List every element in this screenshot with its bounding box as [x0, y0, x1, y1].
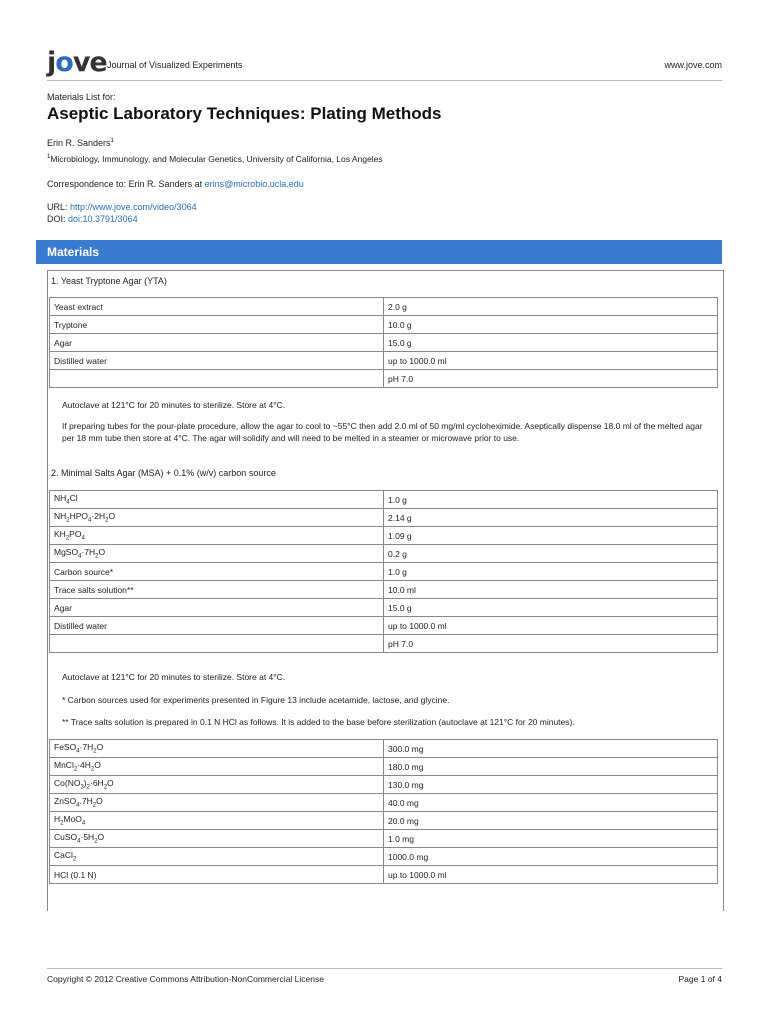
- jove-logo[interactable]: jove: [47, 47, 107, 78]
- table-row: $KH_2PO_4$ 1.09 g: [50, 527, 718, 545]
- formula-cuso4: $CuSO_4\cdot 5H_2O$: [50, 830, 384, 848]
- doi-line: DOI: doi:10.3791/3064: [47, 214, 138, 224]
- table-row: $NH_4Cl$ 1.0 g: [50, 491, 718, 509]
- yta-note-pour-plate: If preparing tubes for the pour-plate procedure, allow the agar to cool to ~55°C then add 2.0 ml of 50 mg/ml cycloheximide. Aseptically dispense 18.0 ml of the melted agar per 18 mm tube then store at 4°C. The agar will solidify and will need to be melted in a steamer or microwave prior to use.: [62, 421, 703, 443]
- table-row: $CuSO_4\cdot 5H_2O$ 1.0 mg: [50, 830, 718, 848]
- table-row: $Co(NO_3)_2\cdot 6H_2O$ 130.0 mg: [50, 776, 718, 794]
- formula-h2moo4: $H_2MoO_4$: [50, 812, 384, 830]
- formula-mncl2: $MnCl_2\cdot 4H_2O$: [50, 758, 384, 776]
- formula-kh2po4: $KH_2PO_4$: [50, 527, 384, 545]
- table-row: Distilled water up to 1000.0 ml: [50, 617, 718, 635]
- table-row: Carbon source* 1.0 g: [50, 563, 718, 581]
- table-row: Agar 15.0 g: [50, 599, 718, 617]
- table-row: Distilled water up to 1000.0 ml: [50, 352, 718, 370]
- journal-name: Journal of Visualized Experiments: [107, 60, 243, 70]
- formula-nh4cl: $NH_4Cl$: [50, 491, 384, 509]
- table-row: $ZnSO_4.7H_2O$ 40.0 mg: [50, 794, 718, 812]
- msa-note-trace: ** Trace salts solution is prepared in 0.1 N HCl as follows. It is added to the base before sterilization (autoclave at 121°C for 20 minutes).: [62, 717, 575, 727]
- page-number: Page 1 of 4: [678, 974, 722, 984]
- msa-heading: 2. Minimal Salts Agar (MSA) + 0.1% (w/v) carbon source: [51, 468, 276, 478]
- materials-section-bar: Materials: [36, 240, 722, 264]
- author: Erin R. Sanders$^1$: [47, 138, 114, 148]
- table-row: CaCl$_2$ 1000.0 mg: [50, 848, 718, 866]
- table-row: $MnCl_2\cdot 4H_2O$ 180.0 mg: [50, 758, 718, 776]
- site-url[interactable]: www.jove.com: [664, 60, 722, 70]
- formula-cacl2: CaCl$_2$: [50, 848, 384, 866]
- table-row: HCl (0.1 N) up to 1000.0 ml: [50, 866, 718, 884]
- page-title: Aseptic Laboratory Techniques: Plating Methods: [47, 104, 442, 123]
- formula-mgso4: $MgSO_4\cdot 7H_2O$: [50, 545, 384, 563]
- correspondence: Correspondence to: Erin R. Sanders at erins@microbio.ucla.edu: [47, 179, 304, 189]
- table-row: Agar 15.0 g: [50, 334, 718, 352]
- yta-note-autoclave: Autoclave at 121°C for 20 minutes to sterilize. Store at 4°C.: [62, 400, 286, 410]
- formula-znso4: $ZnSO_4.7H_2O$: [50, 794, 384, 812]
- table-row: pH 7.0: [50, 635, 718, 653]
- formula-cono3: $Co(NO_3)_2\cdot 6H_2O$: [50, 776, 384, 794]
- affiliation: $^1$Microbiology, Immunology, and Molecular Genetics, University of California, Los Angeles: [47, 154, 383, 164]
- materials-for-label: Materials List for:: [47, 92, 116, 102]
- video-url-link[interactable]: http://www.jove.com/video/3064: [70, 202, 197, 212]
- table-row: Tryptone 10.0 g: [50, 316, 718, 334]
- table-row: pH 7.0: [50, 370, 718, 388]
- trace-salts-table: [49, 739, 718, 884]
- formula-nh2hpo4: $NH_2HPO_4\cdot 2H_2O$: [50, 509, 384, 527]
- table-row: $FeSO_4\cdot 7H_2O$ 300.0 mg: [50, 740, 718, 758]
- yta-heading: 1. Yeast Tryptone Agar (YTA): [51, 276, 167, 286]
- msa-note-autoclave: Autoclave at 121°C for 20 minutes to sterilize. Store at 4°C.: [62, 672, 286, 682]
- msa-note-carbon: * Carbon sources used for experiments presented in Figure 13 include acetamide, lactose, and glycine.: [62, 695, 450, 705]
- table-row: Yeast extract 2.0 g: [50, 298, 718, 316]
- table-row: $MgSO_4\cdot 7H_2O$ 0.2 g: [50, 545, 718, 563]
- footer-divider: [47, 968, 722, 969]
- table-row: $NH_2HPO_4\cdot 2H_2O$ 2.14 g: [50, 509, 718, 527]
- formula-feso4: $FeSO_4\cdot 7H_2O$: [50, 740, 384, 758]
- email-link[interactable]: erins@microbio.ucla.edu: [204, 179, 304, 189]
- copyright: Copyright © 2012 Creative Commons Attribution-NonCommercial License: [47, 974, 324, 984]
- yta-table: [49, 297, 718, 388]
- table-row: $H_2MoO_4$ 20.0 mg: [50, 812, 718, 830]
- table-row: Trace salts solution** 10.0 ml: [50, 581, 718, 599]
- doi-link[interactable]: doi:10.3791/3064: [68, 214, 138, 224]
- page-header: [47, 48, 722, 80]
- url-line: URL: http://www.jove.com/video/3064: [47, 202, 197, 212]
- header-divider: [47, 80, 722, 81]
- msa-table: [49, 490, 718, 653]
